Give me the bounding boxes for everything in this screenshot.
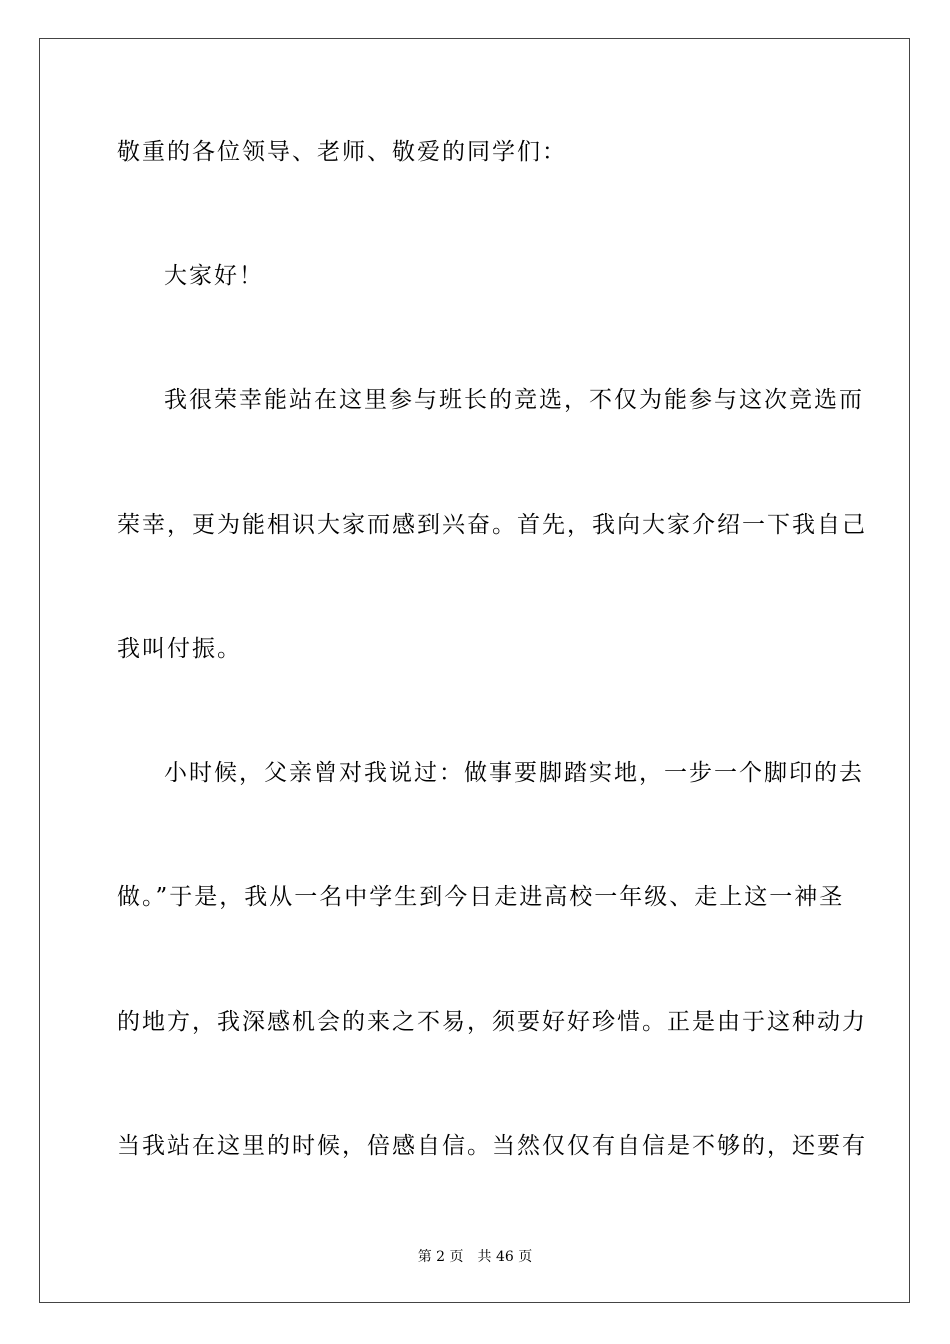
paragraph-line: 的地方，我深感机会的来之不易，须要好好珍惜。正是由于这种动力 [117,1009,867,1035]
paragraph-line: 当我站在这里的时候，倍感自信。当然仅仅有自信是不够的，还要有 [117,1133,867,1159]
greeting-line: 大家好！ [164,263,264,289]
page-number-footer: 第 2 页 共 46 页 [417,1249,533,1265]
page-border [39,38,910,1303]
paragraph-line: 荣幸，更为能相识大家而感到兴奋。首先，我向大家介绍一下我自己 [117,512,867,538]
paragraph-line: 我叫付振。 [117,636,242,662]
paragraph-line: 做。”于是，我从一名中学生到今日走进高校一年级、走上这一神圣 [117,884,845,910]
paragraph-line: 小时候，父亲曾对我说过：做事要脚踏实地，一步一个脚印的去 [164,760,864,786]
paragraph-line: 我很荣幸能站在这里参与班长的竞选，不仅为能参与这次竞选而 [164,387,864,413]
salutation-line: 敬重的各位领导、老师、敬爱的同学们： [117,139,567,165]
